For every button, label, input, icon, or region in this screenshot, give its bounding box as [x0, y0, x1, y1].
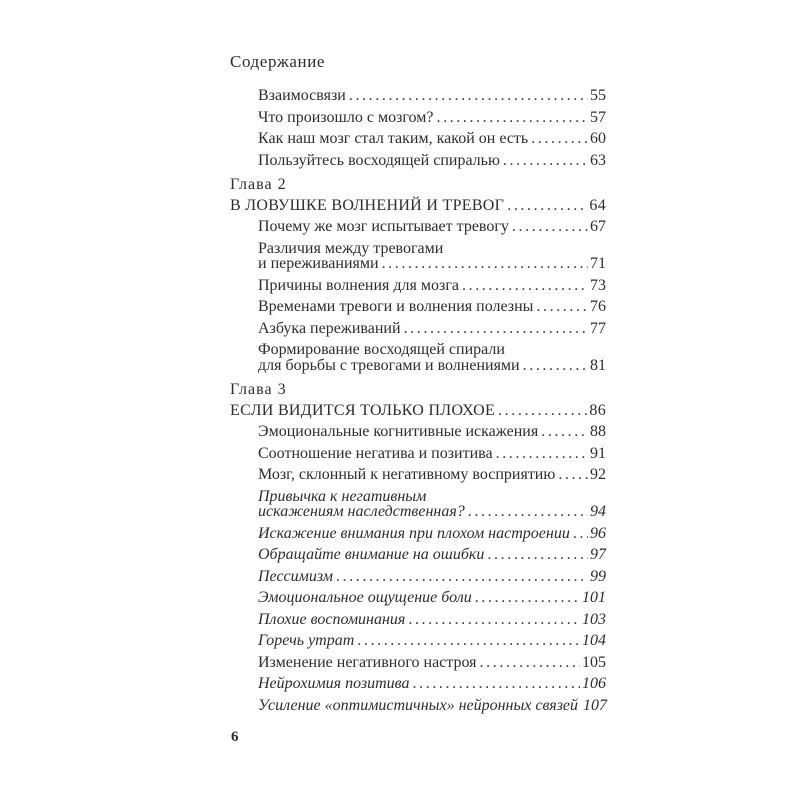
toc-row-label: Что произошло с мозгом?: [258, 108, 434, 126]
toc-entry: [230, 489, 606, 520]
toc-entry: [230, 88, 606, 104]
toc-page-number: 99: [590, 567, 606, 585]
toc-entry: [230, 655, 606, 671]
toc-row: [258, 256, 606, 272]
toc-row: [258, 153, 606, 169]
toc-row-label: и переживаниями: [258, 255, 379, 272]
toc-page-number: 97: [590, 546, 606, 563]
toc-entry: [230, 526, 606, 542]
dot-leader: [500, 153, 588, 169]
toc-row-label: Причины волнения для мозга: [258, 276, 459, 294]
toc-page-number: 105: [582, 653, 606, 671]
toc-entry: [230, 219, 606, 235]
dot-leader: [495, 403, 587, 419]
toc-page-number: 64: [589, 196, 606, 214]
toc-row: [258, 446, 606, 462]
page-title: Содержание: [230, 52, 326, 71]
toc-entry: [230, 241, 606, 272]
toc-page-number: 107: [583, 696, 608, 714]
dot-leader: [484, 547, 588, 563]
toc-row-label: Азбука переживаний: [258, 319, 401, 337]
toc-entry: [230, 590, 606, 606]
toc-row-label: искажениям наследственная?: [258, 503, 465, 520]
toc-entry: [230, 342, 606, 373]
toc-row: [258, 698, 606, 714]
toc-entry: [230, 110, 606, 126]
dot-leader: [504, 198, 587, 214]
dot-leader: [533, 299, 588, 315]
toc-row-label: Обращайте внимание на ошибки: [258, 546, 485, 563]
dot-leader: [379, 256, 588, 272]
toc-row: [258, 358, 606, 374]
toc-row-label: Взаимосвязи: [258, 87, 346, 104]
toc-row: [258, 526, 606, 542]
toc-page-number: 86: [589, 401, 606, 419]
dot-leader: [401, 321, 588, 337]
dot-leader: [493, 446, 588, 462]
toc-page-number: 96: [590, 524, 606, 542]
toc-entry-line: Различия между тревогами: [258, 239, 444, 257]
toc-entry: [230, 467, 606, 483]
toc-row: [258, 569, 606, 585]
toc-page-number: 81: [590, 356, 606, 374]
chapter-title-row: [230, 198, 606, 214]
chapter-label: Глава 3: [230, 381, 287, 398]
toc-row-label: Искажение внимания при плохом настроении: [258, 524, 570, 542]
toc-entry: [230, 633, 606, 649]
toc-row: [258, 467, 606, 483]
toc-page-number: 63: [590, 151, 606, 169]
dot-leader: [459, 278, 588, 294]
toc-row: [258, 633, 606, 649]
toc-row-label: Соотношение негатива и позитива: [258, 444, 493, 462]
dot-leader: [465, 504, 588, 520]
toc-content: [230, 53, 606, 719]
toc-row-label: Горечь утрат: [258, 632, 355, 649]
toc-page-number: 76: [590, 298, 606, 315]
toc-row: [258, 299, 606, 315]
toc-entry-line: Формирование восходящей спирали: [258, 341, 505, 358]
toc-row: [258, 612, 606, 628]
dot-leader: [528, 131, 588, 147]
dot-leader: [472, 590, 580, 606]
toc-row-label: Плохие воспоминания: [258, 610, 406, 628]
toc-page-number: 106: [582, 675, 606, 692]
toc-row: [258, 424, 606, 440]
toc-page-number: 103: [582, 610, 606, 628]
toc-page-number: 71: [590, 255, 606, 272]
toc-entry: [230, 278, 606, 294]
chapter-heading: [230, 382, 606, 418]
toc-page-number: 91: [590, 444, 606, 462]
toc-entry: [230, 698, 606, 714]
toc-entry: [230, 569, 606, 585]
toc-entry: [230, 612, 606, 628]
dot-leader: [346, 88, 588, 104]
toc-row-label: Мозг, склонный к негативному восприятию: [258, 466, 556, 483]
toc-entry: [230, 424, 606, 440]
toc-page-number: 92: [590, 466, 606, 483]
toc-page-number: 55: [590, 87, 606, 104]
toc-row: [258, 278, 606, 294]
chapter-label: Глава 2: [230, 176, 287, 193]
dot-leader: [354, 633, 580, 649]
toc-row-label: Усиление «оптимистичных» нейронных связей: [258, 696, 579, 714]
toc-row: [258, 110, 606, 126]
toc-row-label: для борьбы с тревогами и волнениями: [258, 356, 520, 374]
dot-leader: [520, 358, 588, 374]
toc-page-number: 57: [590, 108, 606, 126]
toc-entry: [230, 547, 606, 563]
dot-leader: [509, 219, 588, 235]
toc-row: [258, 219, 606, 235]
toc-page-number: 67: [590, 218, 606, 235]
dot-leader: [555, 467, 588, 483]
toc-row-label: Эмоциональное ощущение боли: [258, 589, 472, 606]
toc-row: [258, 655, 606, 671]
toc-entry: [230, 131, 606, 147]
toc-page-number: 73: [590, 276, 606, 294]
dot-leader: [570, 526, 588, 542]
toc-row-label: Временами тревоги и волнения полезны: [258, 298, 534, 315]
toc-row: [258, 590, 606, 606]
toc-page-number: 94: [590, 503, 606, 520]
toc-page-number: 60: [590, 130, 606, 147]
dot-leader: [410, 676, 580, 692]
toc-page-number: 88: [590, 423, 606, 440]
toc-page-number: 101: [582, 589, 606, 606]
toc-row: [258, 131, 606, 147]
toc-entry: [230, 299, 606, 315]
toc-row-label: Нейрохимия позитива: [258, 675, 410, 692]
toc-row: [258, 321, 606, 337]
toc-list: [230, 88, 606, 713]
toc-row-label: Пессимизм: [258, 567, 333, 585]
toc-row: [258, 547, 606, 563]
toc-entry: [230, 446, 606, 462]
toc-page-number: 104: [582, 632, 606, 649]
toc-row-label: ЕСЛИ ВИДИТСЯ ТОЛЬКО ПЛОХОЕ: [230, 401, 496, 419]
chapter-title-row: [230, 403, 606, 419]
toc-row: [258, 504, 606, 520]
dot-leader: [538, 424, 588, 440]
toc-row-label: Почему же мозг испытывает тревогу: [258, 218, 509, 235]
toc-row: [258, 676, 606, 692]
toc-page-number: 77: [590, 319, 606, 337]
toc-entry: [230, 676, 606, 692]
toc-row: [258, 88, 606, 104]
dot-leader: [333, 569, 588, 585]
toc-row-label: Эмоциональные когнитивные искажения: [258, 423, 539, 440]
toc-entry: [230, 321, 606, 337]
chapter-heading: [230, 177, 606, 213]
toc-entry-line: Привычка к негативным: [258, 487, 427, 505]
dot-leader: [477, 655, 580, 671]
dot-leader: [405, 612, 580, 628]
toc-row-label: Изменение негативного настроя: [258, 653, 477, 671]
toc-row-label: Как наш мозг стал таким, какой он есть: [258, 130, 529, 147]
dot-leader: [433, 110, 588, 126]
toc-entry: [230, 153, 606, 169]
toc-row-label: Пользуйтесь восходящей спиралью: [258, 151, 500, 169]
page-number: 6: [231, 729, 239, 745]
toc-row-label: В ЛОВУШКЕ ВОЛНЕНИЙ И ТРЕВОГ: [230, 196, 505, 214]
